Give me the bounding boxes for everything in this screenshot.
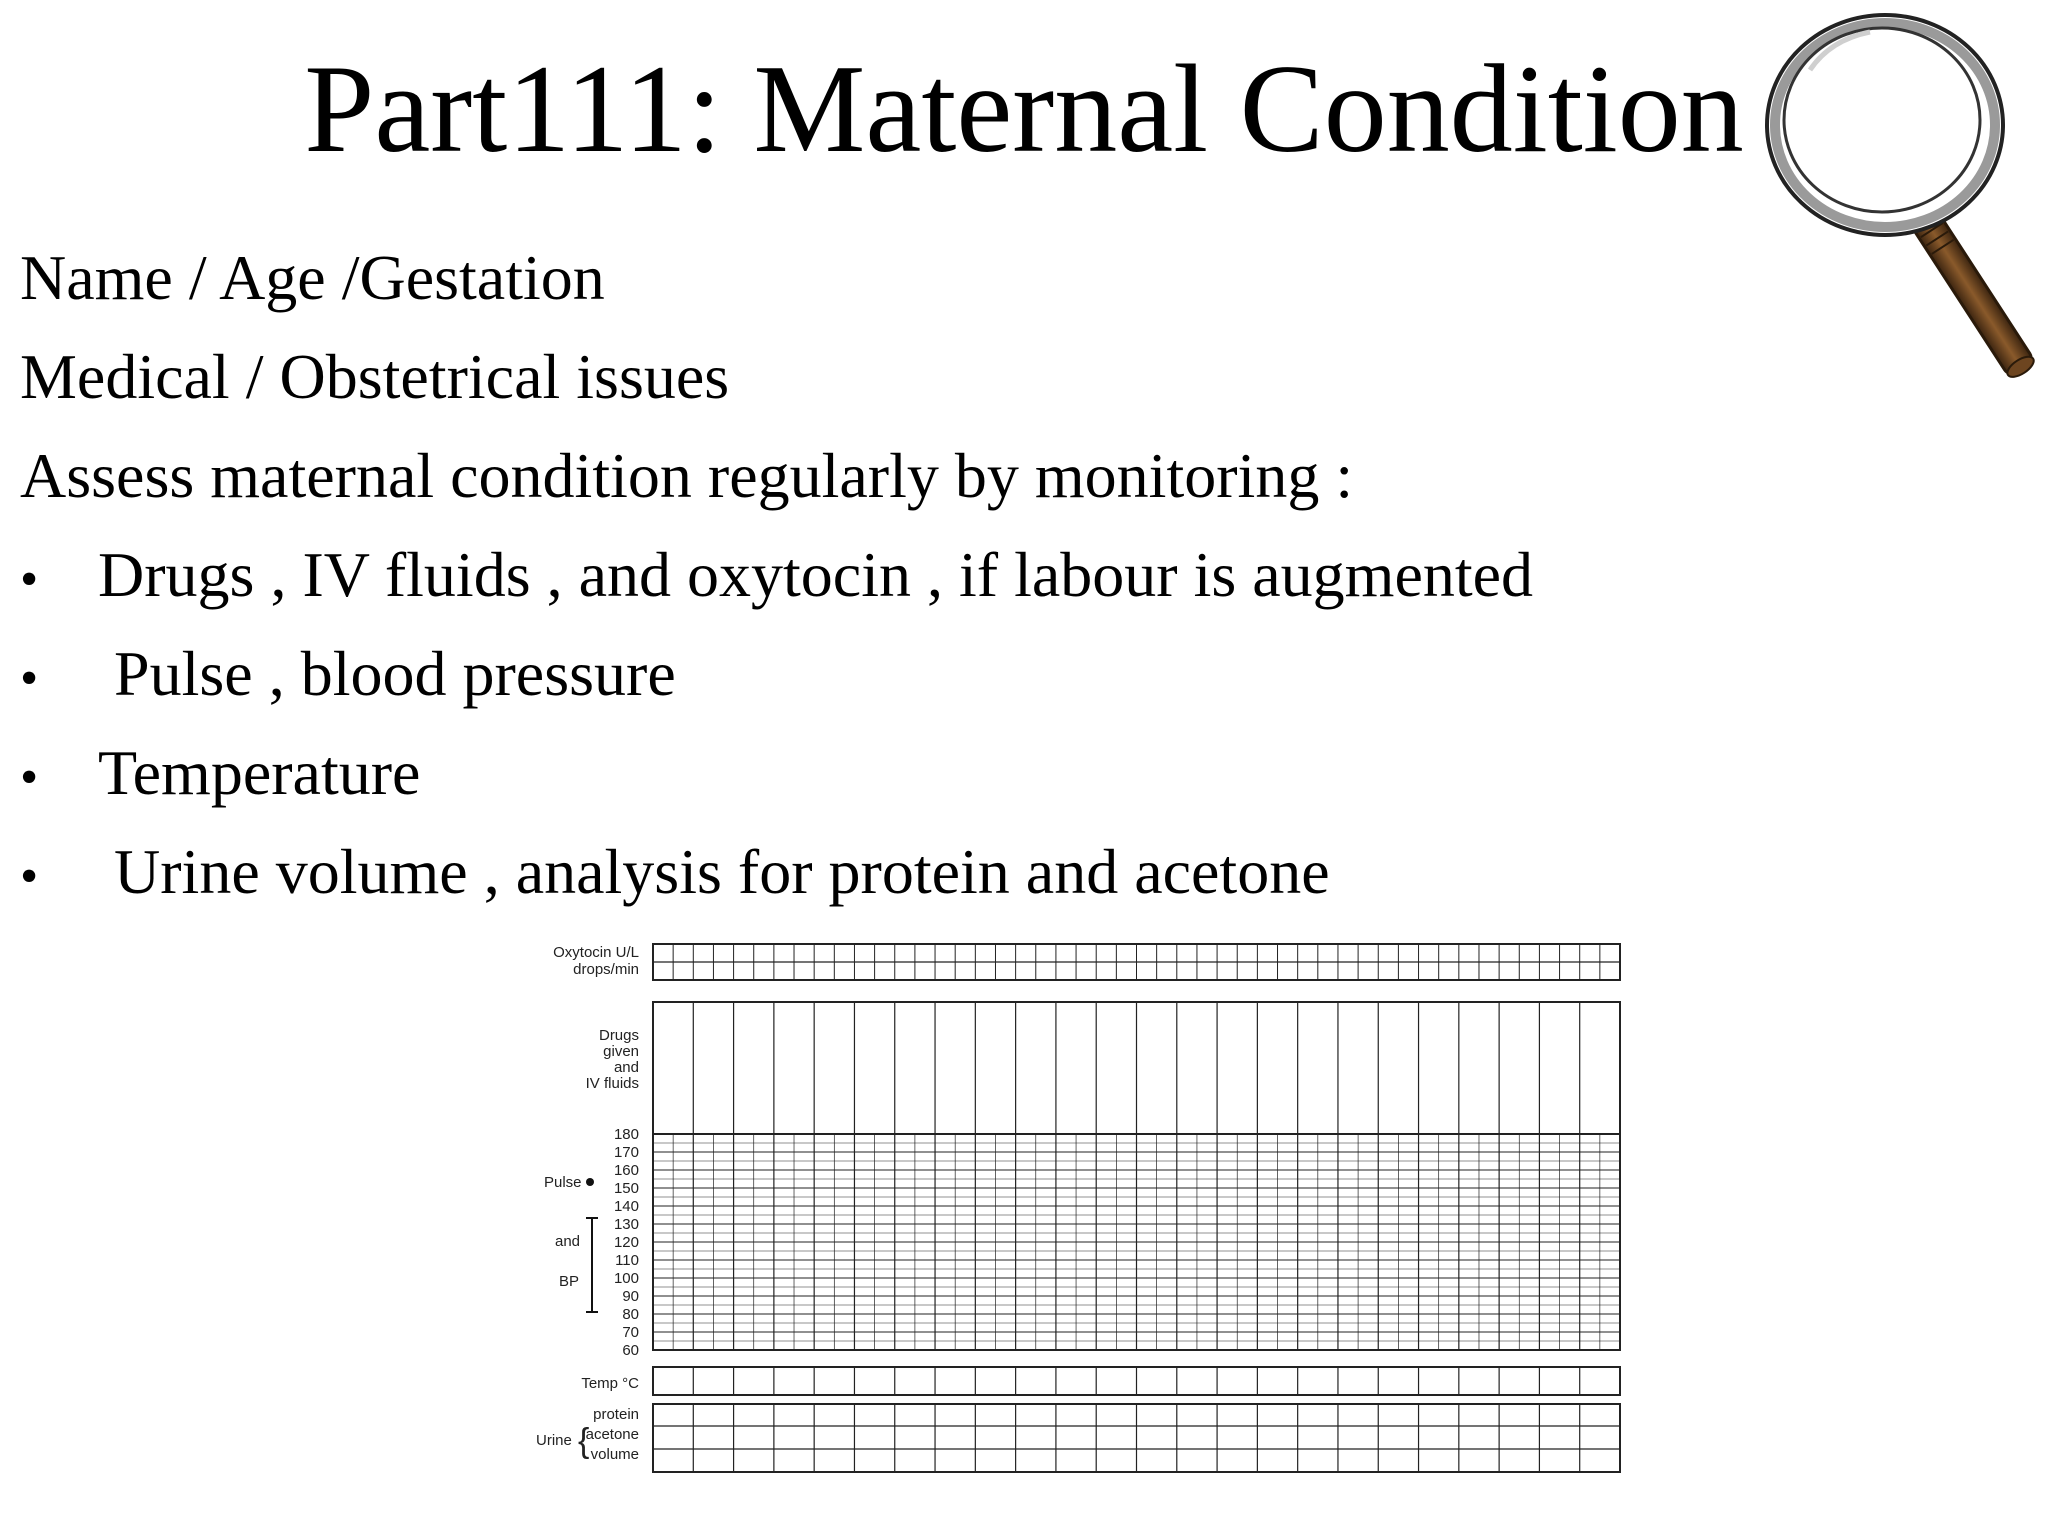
pulse-dot-icon xyxy=(586,1178,594,1186)
pulse-scale-tick: 180 xyxy=(613,1126,639,1143)
oxytocin-label-line1: Oxytocin U/L xyxy=(553,944,639,961)
oxytocin-label-line2: drops/min xyxy=(573,961,639,978)
bullet-text: Temperature xyxy=(98,737,421,808)
urine-label: Urine xyxy=(536,1432,572,1449)
urine-acetone-label: acetone xyxy=(585,1426,639,1443)
pulse-scale-tick: 170 xyxy=(613,1144,639,1161)
temp-label: Temp °C xyxy=(581,1375,639,1392)
bullet-text: Urine volume , analysis for protein and acetone xyxy=(98,836,1330,907)
bullet-marker: • xyxy=(20,749,39,806)
magnifying-glass-icon xyxy=(1750,0,2048,400)
pulse-scale-tick: 90 xyxy=(622,1288,639,1305)
urine-volume-label: volume xyxy=(590,1446,639,1463)
pulse-scale-tick: 160 xyxy=(613,1162,639,1179)
bullet-marker: • xyxy=(20,650,39,707)
drugs-label-line1: Drugs xyxy=(598,1027,639,1044)
bullet-item xyxy=(20,723,1720,822)
bullet-item xyxy=(20,822,1720,921)
bp-label: BP xyxy=(559,1273,580,1290)
pulse-scale-tick: 100 xyxy=(613,1270,639,1287)
pulse-scale-tick: 150 xyxy=(613,1180,639,1197)
chart-grids xyxy=(653,944,1620,1472)
pulse-scale-tick: 70 xyxy=(622,1324,639,1341)
bullet-text: Drugs , IV fluids , and oxytocin , if labour is augmented xyxy=(98,539,1534,610)
text-line-issues: Medical / Obstetrical issues xyxy=(20,341,730,412)
bullet-item xyxy=(20,525,1720,624)
partograph-maternal-chart xyxy=(530,930,1630,1480)
pulse-scale-tick: 60 xyxy=(622,1342,639,1359)
bullet-item xyxy=(20,624,1720,723)
text-line-name: Name / Age /Gestation xyxy=(20,242,605,313)
pulse-label: Pulse xyxy=(544,1174,582,1191)
drugs-label-line2: given xyxy=(603,1043,639,1060)
bullet-text: Pulse , blood pressure xyxy=(98,638,676,709)
pulse-scale-tick: 120 xyxy=(613,1234,639,1251)
text-line-assess: Assess maternal condition regularly by monitoring : xyxy=(20,440,1354,511)
partograph-grid xyxy=(530,930,1630,1480)
urine-brace: { xyxy=(578,1422,590,1460)
pulse-scale-tick: 110 xyxy=(615,1252,639,1269)
and-label: and xyxy=(555,1233,581,1250)
urine-protein-label: protein xyxy=(593,1406,639,1423)
pulse-bp-scale xyxy=(614,1126,639,1359)
drugs-label-line4: IV fluids xyxy=(585,1075,639,1092)
pulse-scale-tick: 80 xyxy=(622,1306,639,1323)
slide-title: Part111: Maternal Condition xyxy=(304,40,1744,179)
drugs-label-line3: and xyxy=(613,1059,639,1076)
slide-body xyxy=(20,228,1720,921)
pulse-scale-tick: 130 xyxy=(613,1216,639,1233)
bullet-marker: • xyxy=(20,848,39,905)
bullet-marker: • xyxy=(20,551,39,608)
pulse-scale-tick: 140 xyxy=(613,1198,639,1215)
